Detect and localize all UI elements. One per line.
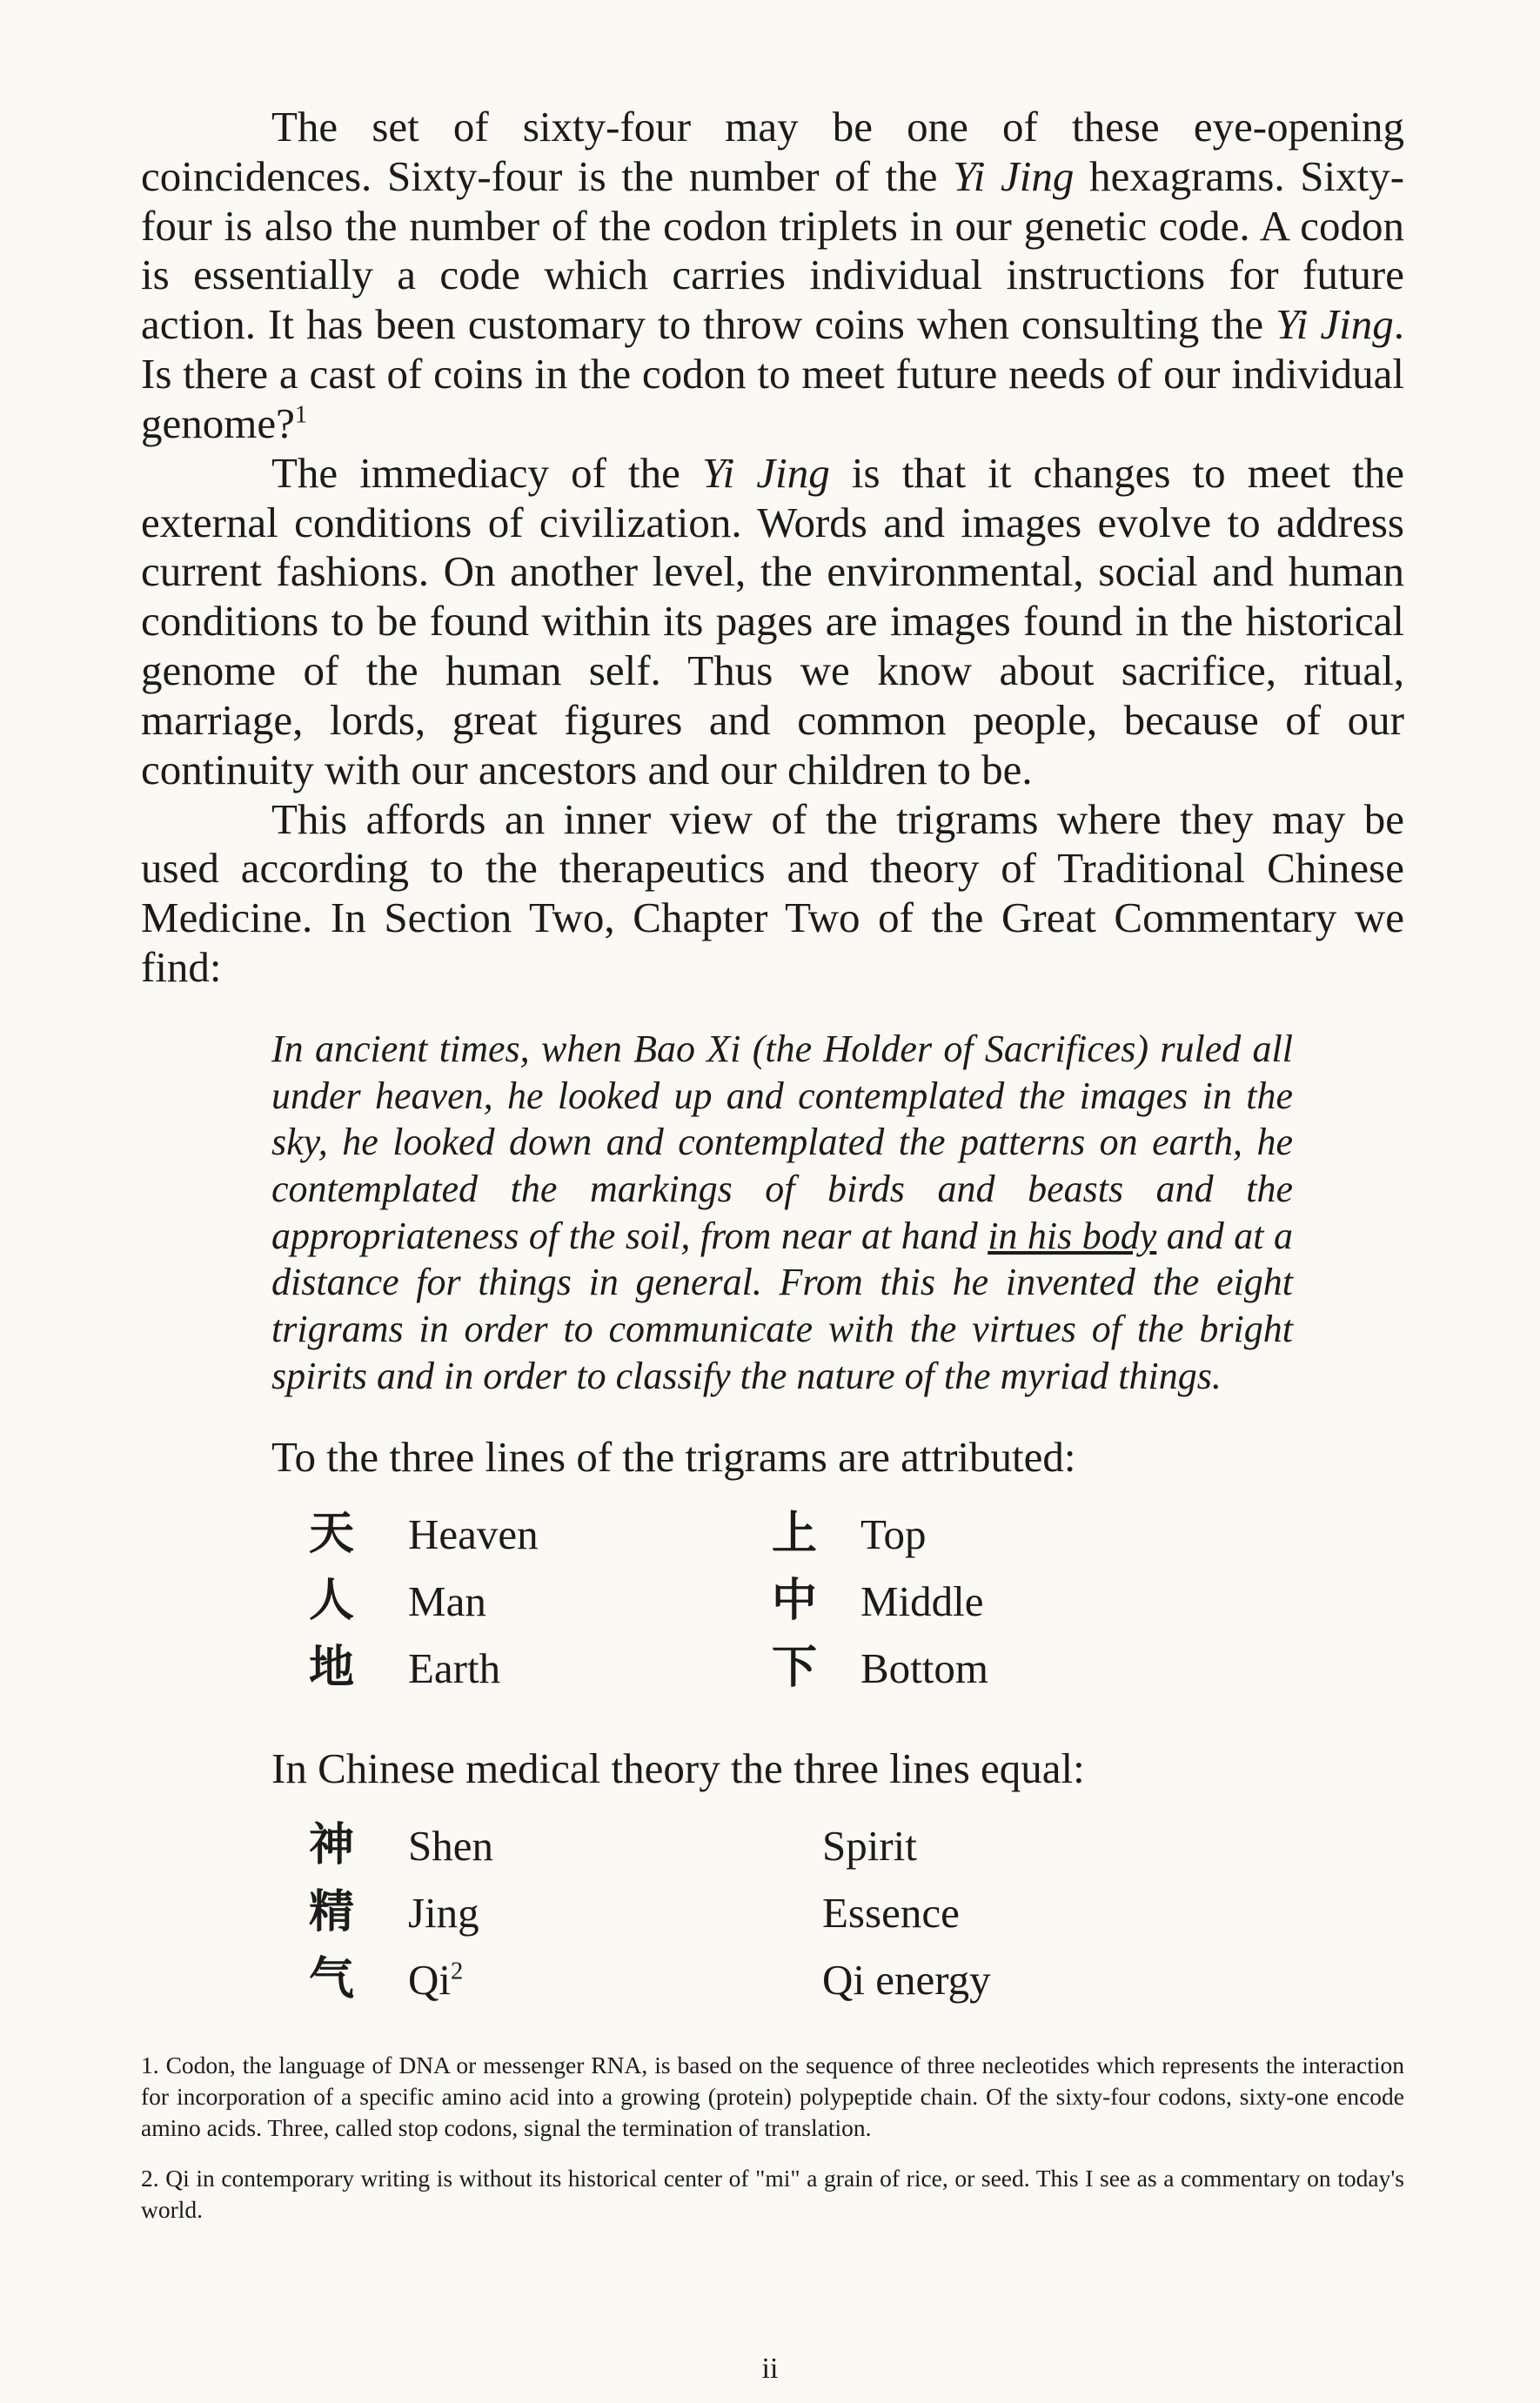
pinyin: Qi [408,1955,451,2004]
meaning-label: Spirit [822,1821,917,1870]
pinyin-cell [408,1812,822,1879]
footnote-1: 1. Codon, the language of DNA or messenger RNA, is based on the sequence of three necleotides which represents the interaction for incorporation of a specific amino acid into a growing (protein) polypeptide chain. Of the sixty-four codons, sixty-one encode amino acids. Three, called stop codons, signal the termination of translation. [141,2051,1404,2141]
trigram-label: Earth [408,1644,501,1693]
paragraph-3: This affords an inner view of the trigrams where they may be used according to the therapeutics and theory of Traditional Chinese Medicine. In Section Two, Chapter Two of the Great Commentary we find: [141,794,1404,992]
medical-table-row [309,1879,1404,1946]
trigram-label: Man [408,1577,486,1626]
hanzi-earth: 地 [309,1642,355,1695]
hanzi-top: 上 [772,1508,818,1561]
medical-table [309,1812,1404,2013]
trigram-label: Heaven [408,1510,539,1559]
paragraph-2 [141,449,1404,795]
paragraph-2-text: The immediacy of the [271,448,703,497]
paragraph-1-text: . Is there a cast of coins in the codon to meet future needs of our individual genome? [141,300,1404,447]
pinyin: Shen [408,1821,493,1870]
trigram-table-row [309,1635,1404,1702]
meaning-label: Essence [822,1888,960,1937]
pinyin-cell [408,1879,822,1946]
quote-underlined-phrase: in his body [988,1214,1157,1257]
footnote-ref-1: 1 [294,401,308,429]
hanzi-bottom: 下 [772,1642,818,1695]
position-label: Middle [860,1577,984,1626]
trigram-table-row [309,1501,1404,1568]
footnote-ref-2: 2 [451,1958,464,1985]
footnotes [141,2050,1404,2226]
hanzi-qi: 气 [309,1952,355,2005]
hanzi-jing: 精 [309,1885,355,1938]
hanzi-man: 人 [309,1575,355,1628]
quote-text: and at a distance for things in general. From this he invented the eight trigrams in order to communicate with the virtues of the bright spirits and in order to classify the nature of the myriad things. [271,1214,1293,1397]
paragraph-1-text: The set of sixty-four may be one of these eye-opening coincidences. Sixty-four is the number of the [141,103,1404,200]
paragraph-1-text: hexagrams. Sixty-four is also the number of the codon triplets in our genetic code. A codon is essentially a code which carries individual instructions for future action. It has been customary to throw coins when consulting the [141,151,1405,349]
great-commentary-quote [271,1026,1293,1399]
footnote-2: 2. Qi in contemporary writing is without its historical center of "mi" a grain of rice, or seed. This I see as a commentary on today's world. [141,2164,1404,2223]
pinyin: Jing [408,1888,479,1937]
paragraph-1 [141,103,1404,449]
trigram-table [309,1501,1404,1702]
hanzi-heaven: 天 [309,1508,355,1561]
yi-jing-title: Yi Jing [1276,300,1394,349]
trigram-table-intro: To the three lines of the trigrams are attributed: [271,1433,1076,1482]
hanzi-shen: 神 [309,1818,355,1871]
paragraph-2-text: is that it changes to meet the external conditions of civilization. Words and images evolve to address current fashions. On another level, the environmental, social and human conditions to be found within its pages are images found in the historical genome of the human self. Thus we know about sacrifice, ritual, marriage, lords, great figures and common people, because of our continuity with our ancestors and our children to be. [141,448,1405,793]
medical-table-intro: In Chinese medical theory the three lines equal: [271,1744,1085,1793]
yi-jing-title: Yi Jing [702,448,830,497]
meaning-label: Qi energy [822,1955,991,2004]
yi-jing-title: Yi Jing [953,151,1075,200]
position-label: Bottom [860,1644,989,1693]
pinyin-cell [408,1946,822,2013]
medical-table-row [309,1946,1404,2013]
trigram-table-row [309,1568,1404,1635]
medical-table-row [309,1812,1404,1879]
quote-text: In ancient times, when Bao Xi (the Holder of Sacrifices) ruled all under heaven, he looked up and contemplated the images in the sky, he looked down and contemplated the patterns on earth, he contemplated the markings of birds and beasts and the appropriateness of the soil, from near at hand [271,1027,1293,1257]
hanzi-middle: 中 [772,1575,818,1628]
page-number: ii [761,2353,779,2385]
position-label: Top [860,1510,927,1559]
